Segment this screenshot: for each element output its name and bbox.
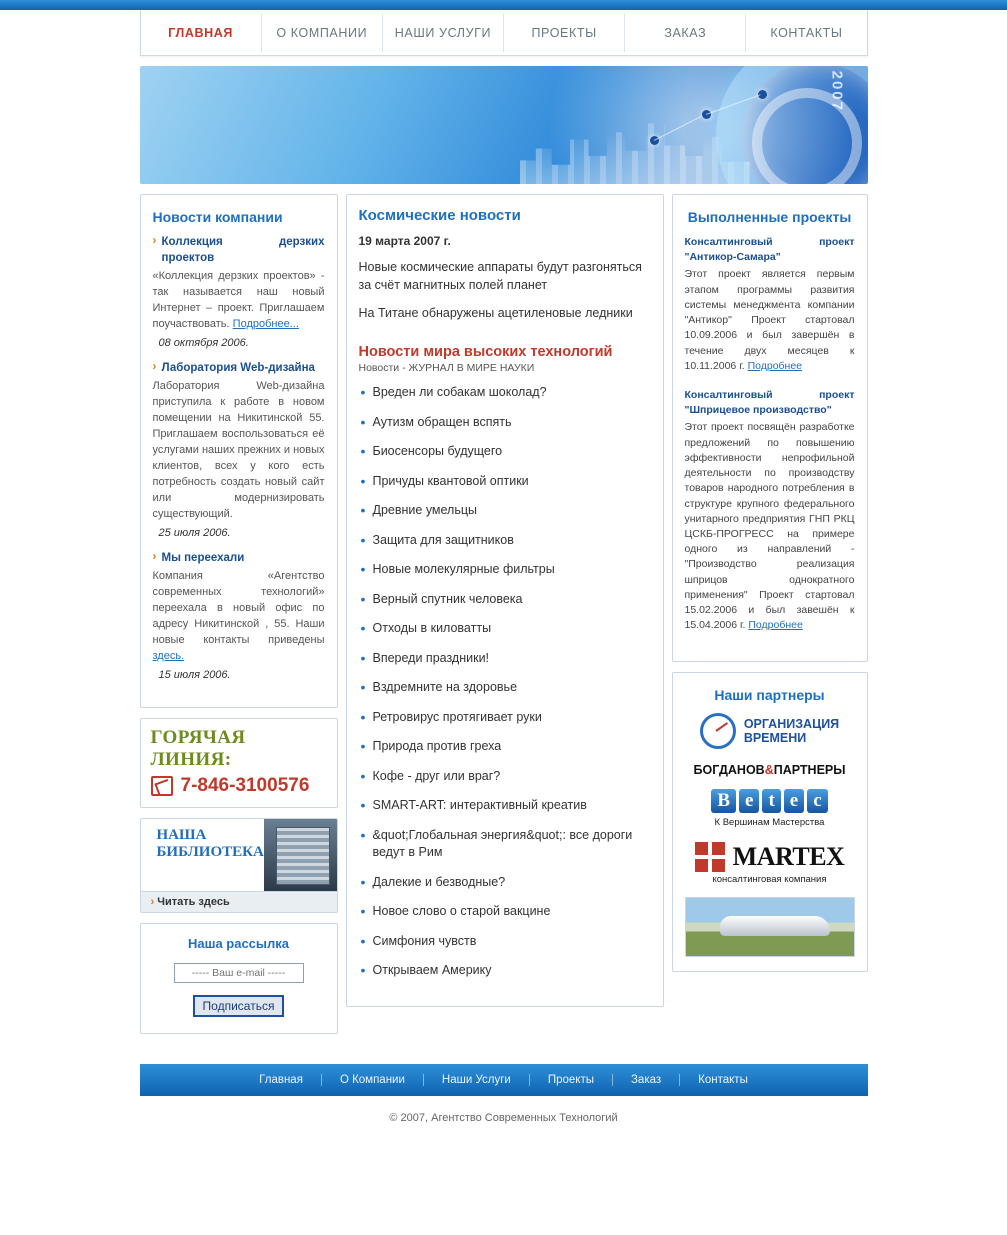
nav-item-home[interactable]: ГЛАВНАЯ [141, 14, 262, 52]
list-item[interactable]: • Защита для защитников [359, 532, 651, 550]
footer-link-home[interactable]: Главная [241, 1074, 322, 1086]
nav-item-order[interactable]: ЗАКАЗ [625, 14, 746, 52]
page [0, 10, 1007, 1124]
library-title [141, 819, 264, 891]
list-item[interactable]: • Верный спутник человека [359, 591, 651, 609]
nav-item-about[interactable]: О КОМПАНИИ [262, 14, 383, 52]
list-item[interactable]: • Впереди праздники! [359, 650, 651, 668]
news-item-body [153, 269, 325, 333]
company-news-title: Новости компании [152, 209, 283, 225]
project-more-link[interactable]: Подробнее [747, 359, 803, 372]
nav-item-projects[interactable]: ПРОЕКТЫ [504, 14, 625, 52]
content-columns [140, 194, 868, 1044]
news-item-body: Лаборатория Web-дизайна приступила к работе в новом помещении на Никитинской 55. Приглашаем воспользоваться её услугами наших прежних и новых клиентов, всех у кого есть потребность создать новый сайт или модернизировать существующий. [152, 380, 325, 520]
news-item-title[interactable]: › Лаборатория Web-дизайна [153, 361, 325, 377]
hotline-panel [140, 718, 338, 808]
project-title: Консалтинговый проект "Антикор-Самара" [684, 236, 855, 264]
news-item-text: «Коллекция дерзких проектов» - так называется наш новый Интернет – проект. Приглашаем поучаствовать. [152, 270, 325, 330]
space-news-date: 19 марта 2007 г. [358, 234, 451, 248]
project-item [685, 235, 855, 374]
footer-link-order[interactable]: Заказ [613, 1074, 680, 1086]
martex-tagline: консалтинговая компания [712, 874, 827, 886]
news-item-contacts-link[interactable]: здесь. [152, 649, 185, 662]
project-item [685, 388, 855, 634]
completed-projects-title: Выполненные проекты [687, 209, 852, 225]
news-item-body [153, 569, 325, 665]
phone-icon [151, 776, 173, 796]
list-item[interactable]: • Кофе - друг или враг? [359, 768, 651, 786]
cross-icon [695, 842, 725, 872]
partners-panel [672, 672, 868, 972]
project-more-link[interactable]: Подробнее [748, 619, 803, 632]
list-item[interactable]: • Ретровирус протягивает руки [359, 709, 651, 727]
list-item[interactable]: • Далекие и безводные? [359, 874, 651, 892]
company-news-panel [140, 194, 338, 708]
list-item[interactable]: • Причуды квантовой оптики [359, 473, 651, 491]
news-item-date: 08 октября 2006. [158, 336, 249, 349]
footer-link-services[interactable]: Наши Услуги [424, 1074, 530, 1086]
partner-name-line2: ВРЕМЕНИ [743, 731, 807, 746]
project-body: Этот проект является первым этапом программы развития системы менеджмента компании "Антикор" Проект стартовал 10.09.2006 и был завершён в течение двух месяцев к 10.11.2006 г. [684, 268, 855, 372]
list-item[interactable]: • Вздремните на здоровье [359, 679, 651, 697]
nav-item-contacts[interactable]: КОНТАКТЫ [770, 25, 843, 40]
betec-letter: B [711, 789, 736, 813]
list-item[interactable]: • Природа против греха [359, 738, 651, 756]
ampersand-icon: & [764, 763, 774, 778]
library-read-link[interactable]: › Читать здесь [141, 891, 337, 912]
banner-node-graphic [640, 84, 860, 174]
subscribe-button[interactable]: Подписаться [193, 995, 285, 1017]
nav-item-services[interactable]: НАШИ УСЛУГИ [383, 14, 504, 52]
footer-navigation [140, 1064, 868, 1096]
list-item[interactable]: • Новые молекулярные фильтры [359, 561, 651, 579]
library-panel[interactable] [140, 818, 338, 913]
footer-link-contacts[interactable]: Контакты [698, 1073, 748, 1086]
copyright: © 2007, Агентство Современных Технологий [389, 1111, 618, 1124]
betec-tagline: К Вершинам Мастерства [714, 817, 825, 829]
list-item[interactable]: • Вреден ли собакам шоколад? [359, 384, 651, 402]
list-item[interactable]: • Древние умельцы [359, 502, 651, 520]
news-item [153, 361, 325, 539]
betec-letter: e [739, 789, 759, 813]
partner-photo [685, 897, 855, 957]
space-news-link[interactable]: На Титане обнаружены ацетиленовые ледники [358, 306, 633, 321]
space-news-title: Космические новости [358, 207, 521, 224]
news-item-title[interactable]: › Коллекция дерзких проектов [153, 235, 325, 266]
list-item[interactable]: • SMART-ART: интерактивный креатив [359, 797, 651, 815]
completed-projects-panel [672, 194, 868, 662]
right-column [672, 194, 868, 982]
betec-letter: t [762, 789, 780, 813]
list-item[interactable]: • Аутизм обращен вспять [359, 414, 651, 432]
library-title-line2: БИБЛИОТЕКА [156, 844, 264, 861]
footer-link-projects[interactable]: Проекты [530, 1074, 613, 1086]
partners-title: Наши партнеры [714, 687, 825, 704]
partner-name [744, 717, 839, 746]
tech-news-subtitle: Новости - ЖУРНАЛ В МИРЕ НАУКИ [358, 362, 535, 375]
news-feed-panel [346, 194, 664, 1007]
list-item[interactable]: • Новое слово о старой вакцине [359, 903, 651, 921]
hotline-number: 7-846-3100576 [180, 774, 310, 796]
news-item-title[interactable]: › Мы переехали [153, 551, 325, 567]
project-title: Консалтинговый проект "Шприцевое производство" [684, 388, 855, 417]
partner-bogdanov[interactable] [685, 763, 855, 777]
list-item[interactable]: • Открываем Америку [359, 962, 651, 980]
banner-side-text: 2007 [828, 70, 846, 112]
hotline-title: ГОРЯЧАЯ ЛИНИЯ: [150, 726, 246, 770]
partner-martex[interactable] [685, 842, 855, 872]
footer-link-about[interactable]: О Компании [322, 1074, 424, 1086]
list-item[interactable]: • Биосенсоры будущего [359, 443, 651, 461]
partner-name-line1: ОРГАНИЗАЦИЯ [743, 717, 840, 732]
space-news-link[interactable]: Новые космические аппараты будут разгоняться за счёт магнитных полей планет [358, 260, 642, 293]
news-item-date: 15 июля 2006. [158, 668, 231, 681]
main-navigation [140, 10, 868, 56]
betec-letter: c [807, 789, 827, 813]
middle-column [346, 194, 664, 1017]
list-item[interactable]: • &quot;Глобальная энергия&quot;: все дороги ведут в Рим [359, 827, 651, 862]
partner-name-part1: БОГДАНОВ [693, 763, 765, 778]
martex-logo-text: MARTEX [732, 842, 845, 872]
tech-news-title: Новости мира высоких технологий [358, 344, 613, 361]
subscribe-title: Наша рассылка [187, 935, 290, 951]
email-field[interactable] [174, 963, 304, 983]
top-accent-bar [0, 0, 1007, 10]
hotline-row [151, 775, 327, 797]
news-item [153, 551, 325, 681]
clock-icon [700, 713, 736, 749]
partner-name-part2: ПАРТНЕРЫ [773, 763, 846, 778]
betec-letter: e [784, 789, 804, 813]
betec-logo [711, 789, 827, 813]
hero-banner [140, 66, 868, 184]
news-item-date: 25 июля 2006. [158, 526, 231, 539]
list-item[interactable]: • Отходы в киловатты [359, 620, 651, 638]
project-body: Этот проект посвящён разработке предложений по повышению эффективности непрофильной деятельности по производству товаров народного потребления в структуре крупного федерального унитарного предприятия ГНП РКЦ ЦСКБ-ПРОГРЕСС на примере одного из направлений - "Производство реализация шприцов однократного применения" Проект стартовал 15.02.2006 и был завешён к 15.04.2006 г. [684, 421, 855, 632]
library-banner [141, 819, 337, 891]
partner-betec[interactable] [685, 789, 855, 813]
partner-organizaciya-vremeni[interactable] [685, 713, 855, 749]
news-item-more-link[interactable]: Подробнее... [232, 317, 299, 330]
news-item [153, 235, 325, 349]
left-column [140, 194, 338, 1044]
news-item-text: Компания «Агентство современных технологий» переехала в новый офис по адресу Никитинской , 55. Наши новые контакты приведены [152, 570, 325, 646]
library-image [264, 819, 337, 891]
library-title-line1: НАША [156, 826, 207, 843]
subscribe-panel [140, 923, 338, 1034]
list-item[interactable]: • Симфония чувств [359, 933, 651, 951]
tech-news-list [359, 384, 651, 980]
